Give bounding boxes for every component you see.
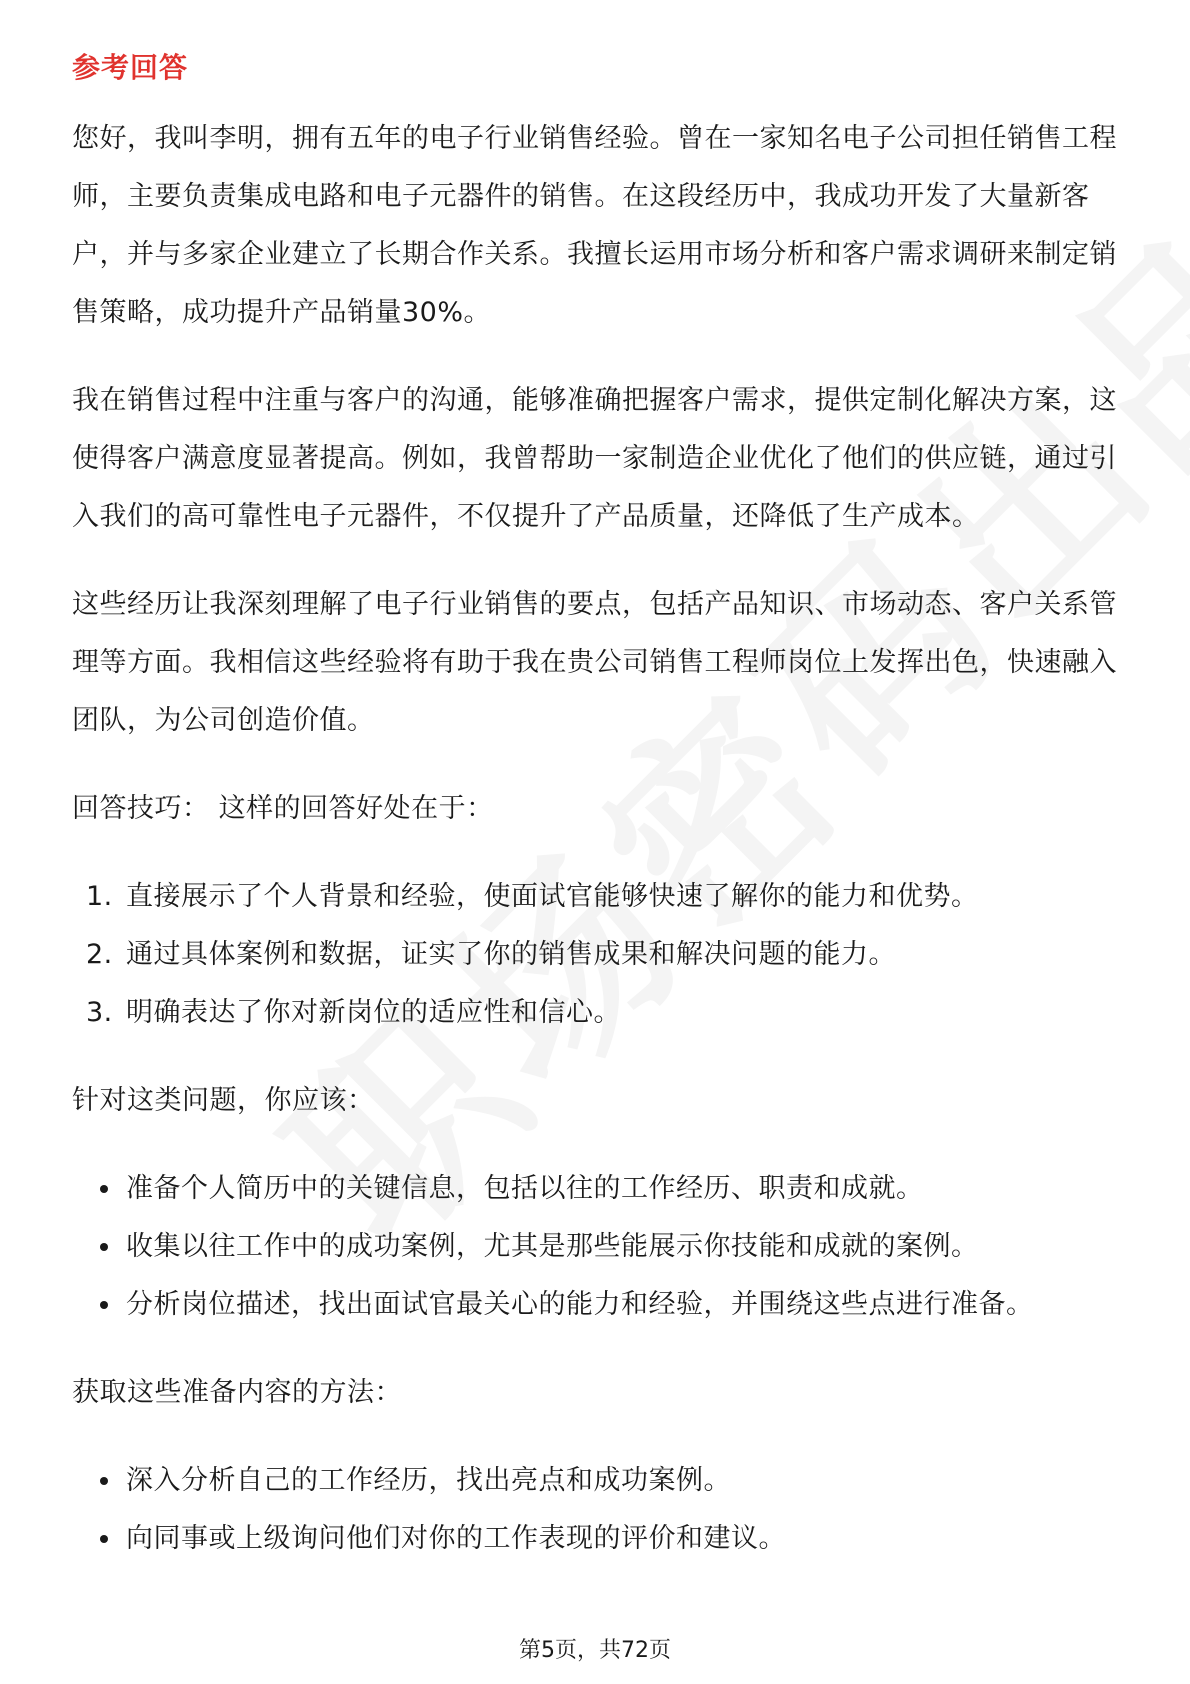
should-list-item bbox=[72, 1218, 1118, 1276]
bullet-icon bbox=[100, 1535, 108, 1543]
tips-label: 回答技巧： 这样的回答好处在于： bbox=[72, 793, 494, 824]
method-list-item bbox=[72, 1510, 1118, 1568]
list-item-text: 明确表达了你对新岗位的适应性和信心。 bbox=[126, 997, 621, 1028]
list-item-text: 分析岗位描述，找出面试官最关心的能力和经验，并围绕这些点进行准备。 bbox=[126, 1289, 1034, 1320]
list-item-text: 向同事或上级询问他们对你的工作表现的评价和建议。 bbox=[126, 1523, 786, 1554]
list-item-text: 收集以往工作中的成功案例，尤其是那些能展示你技能和成就的案例。 bbox=[126, 1231, 979, 1262]
answer-paragraph-1: 您好，我叫李明，拥有五年的电子行业销售经验。曾在一家知名电子公司担任销售工程师，主要负责集成电路和电子元器件的销售。在这段经历中，我成功开发了大量新客户，并与多家企业建立了长期合作关系。我擅长运用市场分析和客户需求调研来制定销售策略，成功提升产品销量30%。 bbox=[72, 123, 1117, 328]
tips-list-item bbox=[72, 868, 1118, 926]
method-label: 获取这些准备内容的方法： bbox=[72, 1377, 402, 1408]
method-list-item bbox=[72, 1452, 1118, 1510]
bullet-icon bbox=[100, 1477, 108, 1485]
page-footer: 第5页，共72页 bbox=[519, 1638, 671, 1663]
list-item-text: 深入分析自己的工作经历，找出亮点和成功案例。 bbox=[126, 1465, 731, 1496]
bullet-icon bbox=[100, 1185, 108, 1193]
answer-paragraph-2: 我在销售过程中注重与客户的沟通，能够准确把握客户需求，提供定制化解决方案，这使得客户满意度显著提高。例如，我曾帮助一家制造企业优化了他们的供应链，通过引入我们的高可靠性电子元器件，不仅提升了产品质量，还降低了生产成本。 bbox=[72, 385, 1117, 532]
tips-list bbox=[72, 868, 1118, 1042]
list-number: 2. bbox=[86, 939, 113, 970]
section-heading: 参考回答 bbox=[72, 51, 189, 84]
list-number: 3. bbox=[86, 997, 113, 1028]
tips-list-item bbox=[72, 926, 1118, 984]
list-number: 1. bbox=[86, 881, 113, 912]
tips-list-item bbox=[72, 984, 1118, 1042]
list-item-text: 直接展示了个人背景和经验，使面试官能够快速了解你的能力和优势。 bbox=[126, 881, 979, 912]
answer-paragraph-3: 这些经历让我深刻理解了电子行业销售的要点，包括产品知识、市场动态、客户关系管理等方面。我相信这些经验将有助于我在贵公司销售工程师岗位上发挥出色，快速融入团队，为公司创造价值。 bbox=[72, 589, 1117, 736]
bullet-icon bbox=[100, 1301, 108, 1309]
should-list bbox=[72, 1160, 1118, 1334]
should-list-item bbox=[72, 1276, 1118, 1334]
should-label: 针对这类问题，你应该： bbox=[72, 1085, 375, 1116]
list-item-text: 准备个人简历中的关键信息，包括以往的工作经历、职责和成就。 bbox=[126, 1173, 924, 1204]
should-list-item bbox=[72, 1160, 1118, 1218]
bullet-icon bbox=[100, 1243, 108, 1251]
method-list bbox=[72, 1452, 1118, 1568]
document-page bbox=[72, 48, 1118, 1598]
list-item-text: 通过具体案例和数据，证实了你的销售成果和解决问题的能力。 bbox=[126, 939, 896, 970]
